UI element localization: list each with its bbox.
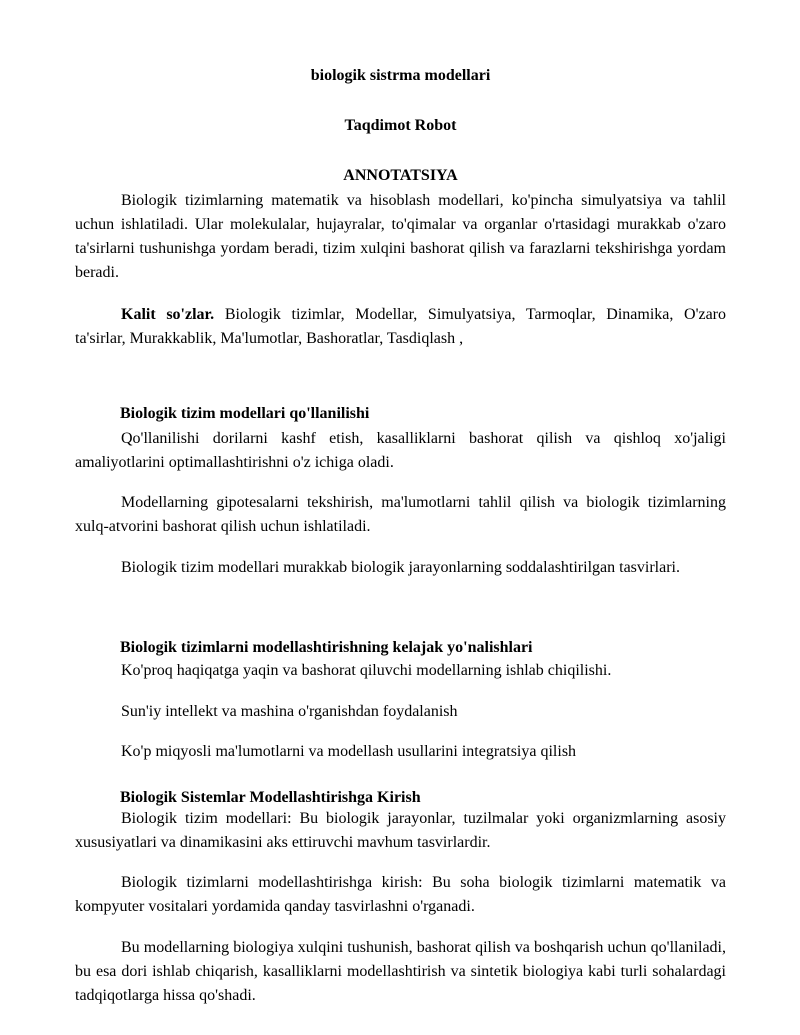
- document-subtitle: Taqdimot Robot: [344, 117, 457, 134]
- document-title: biologik sistrma modellari: [310, 67, 491, 84]
- section3-paragraph-1: Biologik tizim modellari: Bu biologik jarayonlar, tuzilmalar yoki organizmlarning asosiy xususiyatlari va dinamikasini aks ettiruvchi mavhum tasvirlardir.: [75, 810, 726, 851]
- section-heading-future-directions: Biologik tizimlarni modellashtirishning kelajak yo'nalishlari: [120, 639, 533, 656]
- section1-paragraph-3: Biologik tizim modellari murakkab biologik jarayonlarning soddalashtirilgan tasvirlari.: [121, 559, 680, 576]
- section-heading-introduction: Biologik Sistemlar Modellashtirishga Kirish: [120, 789, 421, 806]
- section3-paragraph-3: Bu modellarning biologiya xulqini tushunish, bashorat qilish va boshqarish uchun qo'llaniladi, bu esa dori ishlab chiqarish, kasalliklarni modellashtirish va sintetik biologiya kabi turli sohalardagi tadqiqotlarga hissa qo'shadi.: [75, 939, 726, 1004]
- keywords-label: Kalit so'zlar.: [121, 306, 215, 323]
- section-heading-applications: Biologik tizim modellari qo'llanilishi: [120, 405, 370, 422]
- section2-line-2: Sun'iy intellekt va mashina o'rganishdan foydalanish: [121, 703, 458, 720]
- section2-line-3: Ko'p miqyosli ma'lumotlarni va modellash usullarini integratsiya qilish: [121, 743, 577, 760]
- keywords-text: Biologik tizimlar, Modellar, Simulyatsiya, Tarmoqlar, Dinamika, O'zaro ta'sirlar, Murakkablik, Ma'lumotlar, Bashoratlar, Tasdiqlash ,: [75, 306, 726, 347]
- annotation-paragraph: Biologik tizimlarning matematik va hisoblash modellari, ko'pincha simulyatsiya va tahlil uchun ishlatiladi. Ular molekulalar, hujayralar, to'qimalar va organlar o'rtasidagi murakkab o'zaro ta'sirlarni tushunishga yordam beradi, tizim xulqini bashorat qilish va farazlarni tekshirishga yordam beradi.: [75, 192, 726, 281]
- section1-paragraph-1: Qo'llanilishi dorilarni kashf etish, kasalliklarni bashorat qilish va qishloq xo'jaligi amaliyotlarini optimallashtirishni o'z ichiga oladi.: [75, 430, 726, 471]
- keywords-paragraph: [75, 303, 726, 351]
- section2-line-1: Ko'proq haqiqatga yaqin va bashorat qiluvchi modellarning ishlab chiqilishi.: [121, 662, 612, 679]
- annotation-heading: ANNOTATSIYA: [343, 167, 458, 184]
- section1-paragraph-2: Modellarning gipotesalarni tekshirish, ma'lumotlarni tahlil qilish va biologik tizimlarning xulq-atvorini bashorat qilish uchun ishlatiladi.: [75, 494, 726, 535]
- section3-paragraph-2: Biologik tizimlarni modellashtirishga kirish: Bu soha biologik tizimlarni matematik va kompyuter vositalari yordamida qanday tasvirlashni o'rganadi.: [75, 874, 726, 915]
